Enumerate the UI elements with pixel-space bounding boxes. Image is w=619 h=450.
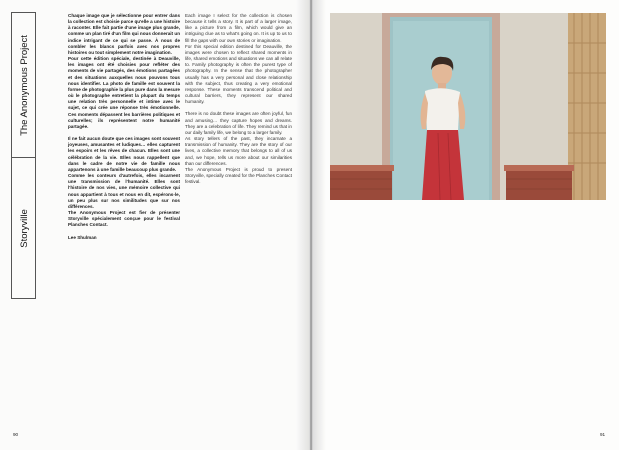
- page-number-left: 90: [13, 432, 19, 437]
- english-paragraph-2: There is no doubt these images are often joyful, fun and amusing… they capture hopes and dreams. They are a celebration of life. They remind us that in our daily family life, we belong to a larger family. As story tellers of the past, they incarnate a transmission of humanity. They are the story of our lives, a collective memory that belongs to all of us and, we hope, tells us more about our similarities than our differences. The Anonymous Project is proud to present Storyville, specially created for the Planches Contact festival.: [185, 111, 292, 185]
- project-title-vertical: The Anonymous Project: [19, 34, 31, 136]
- french-paragraph-2: Il ne fait aucun doute que ces images sont souvent joyeuses, amusantes et ludiques… elles capturent les espoirs et les rêves de chacun. Elles sont une célébration de la vie. Elles nous rappellent que dans le cadre de notre vie de famille nous appartenons à une famille beaucoup plus grande. Comme les conteurs d'autrefois, elles incarnent une transmission de l'humanité. Elles sont l'histoire de nos vies, une mémoire collective qui nous appartient à tous et nous en dit, espérons-le, un peu plus sur nos similitudes que sur nos différences. The Anonymous Project est fier de présenter Storyville spécialement conçue pour le festival Planches Contact.: [68, 136, 180, 228]
- vertical-title-tab: [11, 12, 36, 299]
- english-text-column: [185, 13, 292, 192]
- author-signature: Lee Shulman: [68, 234, 97, 240]
- section-title-vertical: Storyville: [19, 209, 31, 248]
- woman-in-doorway-photograph: [330, 13, 606, 200]
- french-text-column: [68, 13, 180, 241]
- french-paragraph-1: Chaque image que je sélectionne pour entrer dans la collection est choisie parce qu'elle a une histoire à raconter. Elle fait partie d'une image plus grande, comme un plan tiré d'un film qui nous donnerait un indice intrigant de ce qui se passe. À nous de combler les blancs parfois avec nos propres histoires ou tout simplement notre imagination. Pour cette édition spéciale, destinée à Deauville, les images ont été choisies pour refléter des moments de vie partagés, des émotions partagées et des situations auxquelles nous pouvons tous nous identifier. La photo de famille est souvent la forme de photographie la plus pure dans la mesure où le photographe entretient la plupart du temps une relation très personnelle et intime avec le sujet, ce qui crée une réponse très émotionnelle. Ces moments dépassent les barrières politiques et culturelles; ils représentent notre humanité partagée.: [68, 13, 180, 129]
- english-paragraph-1: Each image I select for the collection is chosen because it tells a story. It is part of a larger image, like a picture from a film, which would give an intriguing clue as to what's going on. It is up to us to fill the gaps with our own stories or imagination. For this special edition destined for Deauville, the images were chosen to reflect shared moments in life, shared emotions and situations we can all relate to. Family photography is often the purest type of photography. In the sense that the photographer usually has a very personal and close relationship with the subject, thus creating a very emotional response. These moments transcend political and cultural barriers, they represent our shared humanity.: [185, 13, 292, 105]
- photograph-illustration: [330, 13, 606, 200]
- page-number-right: 91: [600, 432, 606, 437]
